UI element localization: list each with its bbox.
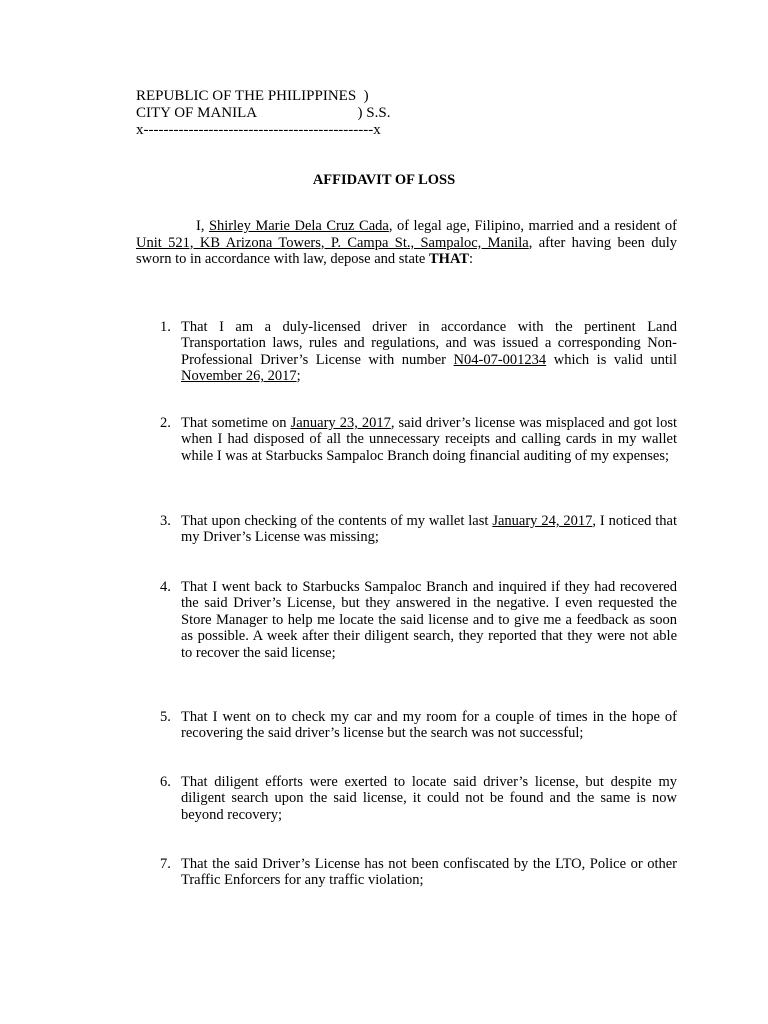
item-text: [181, 415, 677, 464]
list-item: [136, 513, 677, 546]
item-text: [181, 319, 677, 385]
item-text: That diligent efforts were exerted to locate said driver’s license, but despite my diligent search upon the said license, it could not be found and the same is now beyond recovery;: [181, 774, 677, 823]
list-item: [136, 319, 677, 385]
item-number: 1.: [160, 319, 171, 335]
affiant-name: Shirley Marie Dela Cruz Cada: [208, 218, 389, 234]
intro-suffix: , after having been duly sworn to in accordance with law, depose and state: [136, 234, 678, 268]
item-number: 7.: [160, 856, 171, 872]
item-text: That I went back to Starbucks Sampaloc Branch and inquired if they had recovered the said Driver’s License, but they answered in the negative. I even requested the Store Manager to help me locate the said license and to give me a feedback as soon as possible. A week after their diligent search, they reported that they were not able to recover the said license;: [181, 579, 677, 661]
item-text-part: That upon checking of the contents of my wallet last: [181, 513, 493, 529]
item-number: 4.: [160, 579, 171, 595]
item-text-part: , said driver’s license was misplaced and got lost when I had disposed of all the unnecessary receipts and calling cards in my wallet while I was at Starbucks Sampaloc Branch doing financial auditing of my expenses;: [181, 415, 678, 464]
item-number: 6.: [160, 774, 171, 790]
item-text-part: That I am a duly-licensed driver in accordance with the pertinent Land Transportation laws, rules and regulations, and was issued a corresponding Non-Professional Driver’s License with number: [181, 319, 677, 368]
list-item: [136, 415, 677, 464]
list-item: [136, 709, 677, 742]
item-text: [181, 513, 677, 546]
list-item: [136, 856, 677, 889]
intro-mid: , of legal age, Filipino, married and a resident of: [388, 218, 677, 234]
intro-prefix: I,: [196, 218, 209, 234]
item-number: 5.: [160, 709, 171, 725]
item-number: 3.: [160, 513, 171, 529]
intro-colon: :: [469, 251, 474, 268]
document-title: AFFIDAVIT OF LOSS: [312, 172, 456, 188]
item-text: That the said Driver’s License has not been confiscated by the LTO, Police or other Traffic Enforcers for any traffic violation;: [181, 856, 677, 889]
item-text: That I went on to check my car and my room for a couple of times in the hope of recovering the said driver’s license but the search was not successful;: [181, 709, 677, 742]
affiant-address: Unit 521, KB Arizona Towers, P. Campa St., Sampaloc, Manila: [136, 234, 529, 251]
list-item: [136, 774, 677, 823]
venue-divider: x----------------------------------------------x: [136, 122, 381, 138]
item-number: 2.: [160, 415, 171, 431]
intro-that: THAT: [429, 251, 470, 268]
list-item: [136, 579, 677, 661]
loss-date: January 23, 2017: [290, 415, 391, 431]
item-text-part: , I noticed that my Driver’s License was missing;: [181, 513, 677, 546]
intro-paragraph: [136, 218, 677, 268]
item-text-part: which is valid until: [546, 351, 677, 368]
venue-city: CITY OF MANILA ) S.S.: [136, 105, 391, 121]
license-validity: November 26, 2017: [181, 368, 297, 385]
venue-block: [136, 88, 390, 139]
venue-republic: REPUBLIC OF THE PHILIPPINES ): [136, 88, 369, 104]
check-date: January 24, 2017: [492, 513, 593, 529]
item-text-part: ;: [296, 368, 301, 385]
license-number: N04-07-001234: [453, 351, 547, 368]
item-text-part: That sometime on: [181, 415, 291, 431]
